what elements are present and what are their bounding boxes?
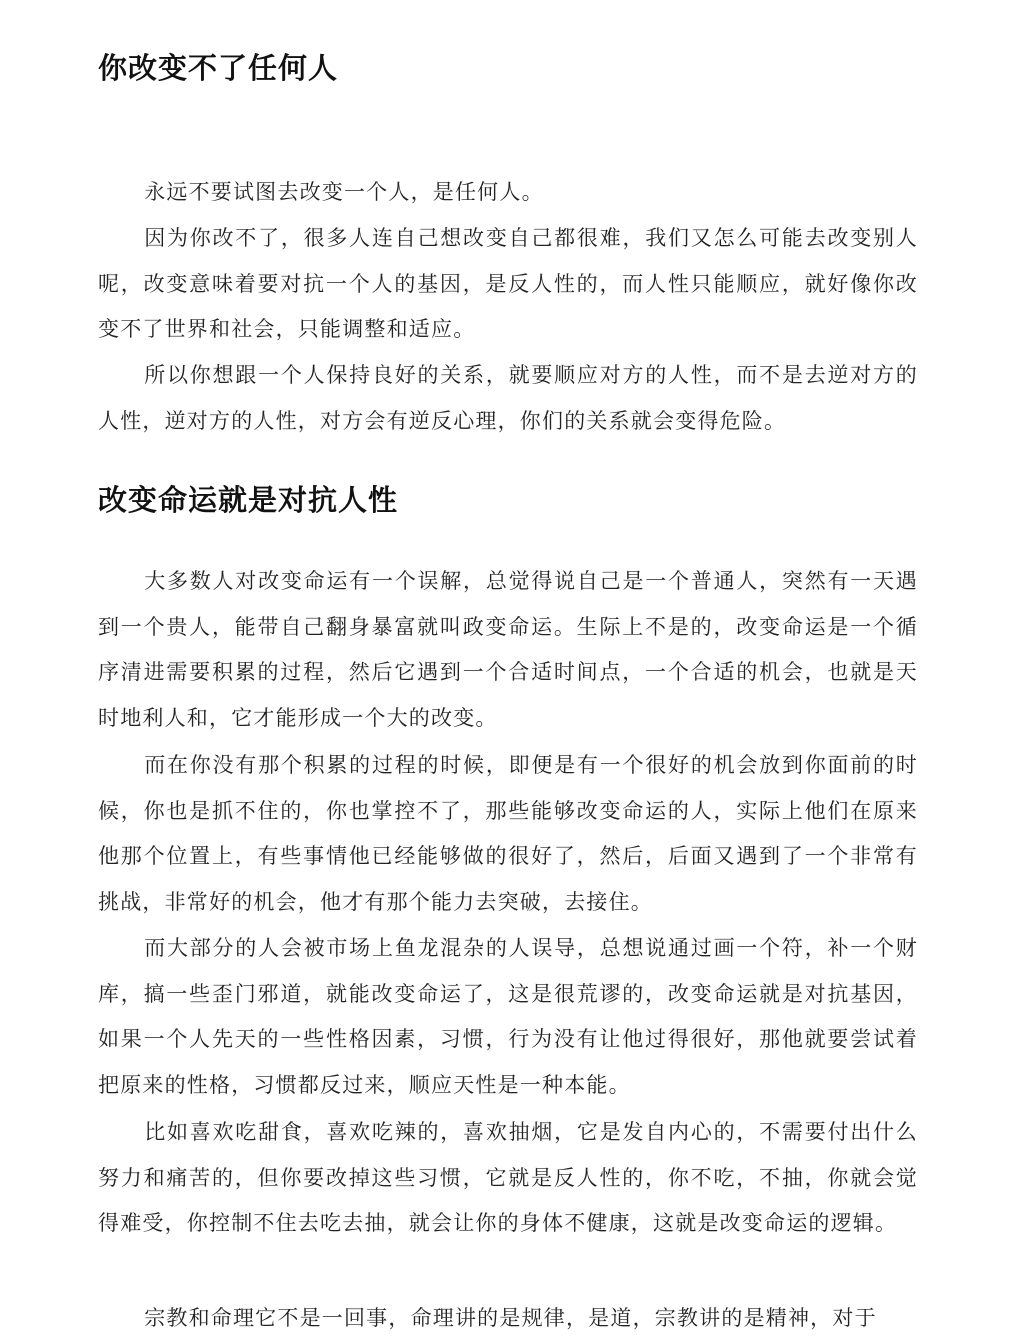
paragraph: 宗教和命理它不是一回事，命理讲的是规律，是道，宗教讲的是精神，对于: [144, 1306, 877, 1330]
paragraph: 而大部分的人会被市场上鱼龙混杂的人误导，总想说通过画一个符，补一个财库，搞一些歪门邪道，就能改变命运了，这是很荒谬的，改变命运就是对抗基因，如果一个人先天的一些性格因素，习惯，行为没有让他过得很好，那他就要尝试着把原来的性格，习惯都反过来，顺应天性是一种本能。: [98, 936, 918, 1097]
section-heading: 你改变不了任何人: [98, 51, 339, 85]
paragraph: 因为你改不了，很多人连自己想改变自己都很难，我们又怎么可能去改变别人呢，改变意味着要对抗一个人的基因，是反人性的，而人性只能顺应，就好像你改变不了世界和社会，只能调整和适应。: [98, 226, 918, 341]
paragraph: 永远不要试图去改变一个人，是任何人。: [144, 180, 544, 204]
paragraph: 比如喜欢吃甜食，喜欢吃辣的，喜欢抽烟，它是发自内心的，不需要付出什么努力和痛苦的，但你要改掉这些习惯，它就是反人性的，你不吃，不抽，你就会觉得难受，你控制不住去吃去抽，就会让你的身体不健康，这就是改变命运的逻辑。: [98, 1120, 918, 1235]
paragraph: 大多数人对改变命运有一个误解，总觉得说自己是一个普通人，突然有一天遇到一个贵人，能带自己翻身暴富就叫政变命运。生际上不是的，改变命运是一个循序清进需要积累的过程，然后它遇到一个合适时间点，一个合适的机会，也就是天时地利人和，它才能形成一个大的改变。: [98, 569, 918, 730]
section-heading: 改变命运就是对抗人性: [98, 483, 399, 517]
paragraph: 所以你想跟一个人保持良好的关系，就要顺应对方的人性，而不是去逆对方的人性，逆对方的人性，对方会有逆反心理，你们的关系就会变得危险。: [98, 363, 918, 433]
paragraph: 而在你没有那个积累的过程的时候，即便是有一个很好的机会放到你面前的时候，你也是抓不住的，你也掌控不了，那些能够改变命运的人，实际上他们在原来他那个位置上，有些事情他已经能够做的很好了，然后，后面又遇到了一个非常有挑战，非常好的机会，他才有那个能力去突破，去接住。: [98, 753, 918, 914]
